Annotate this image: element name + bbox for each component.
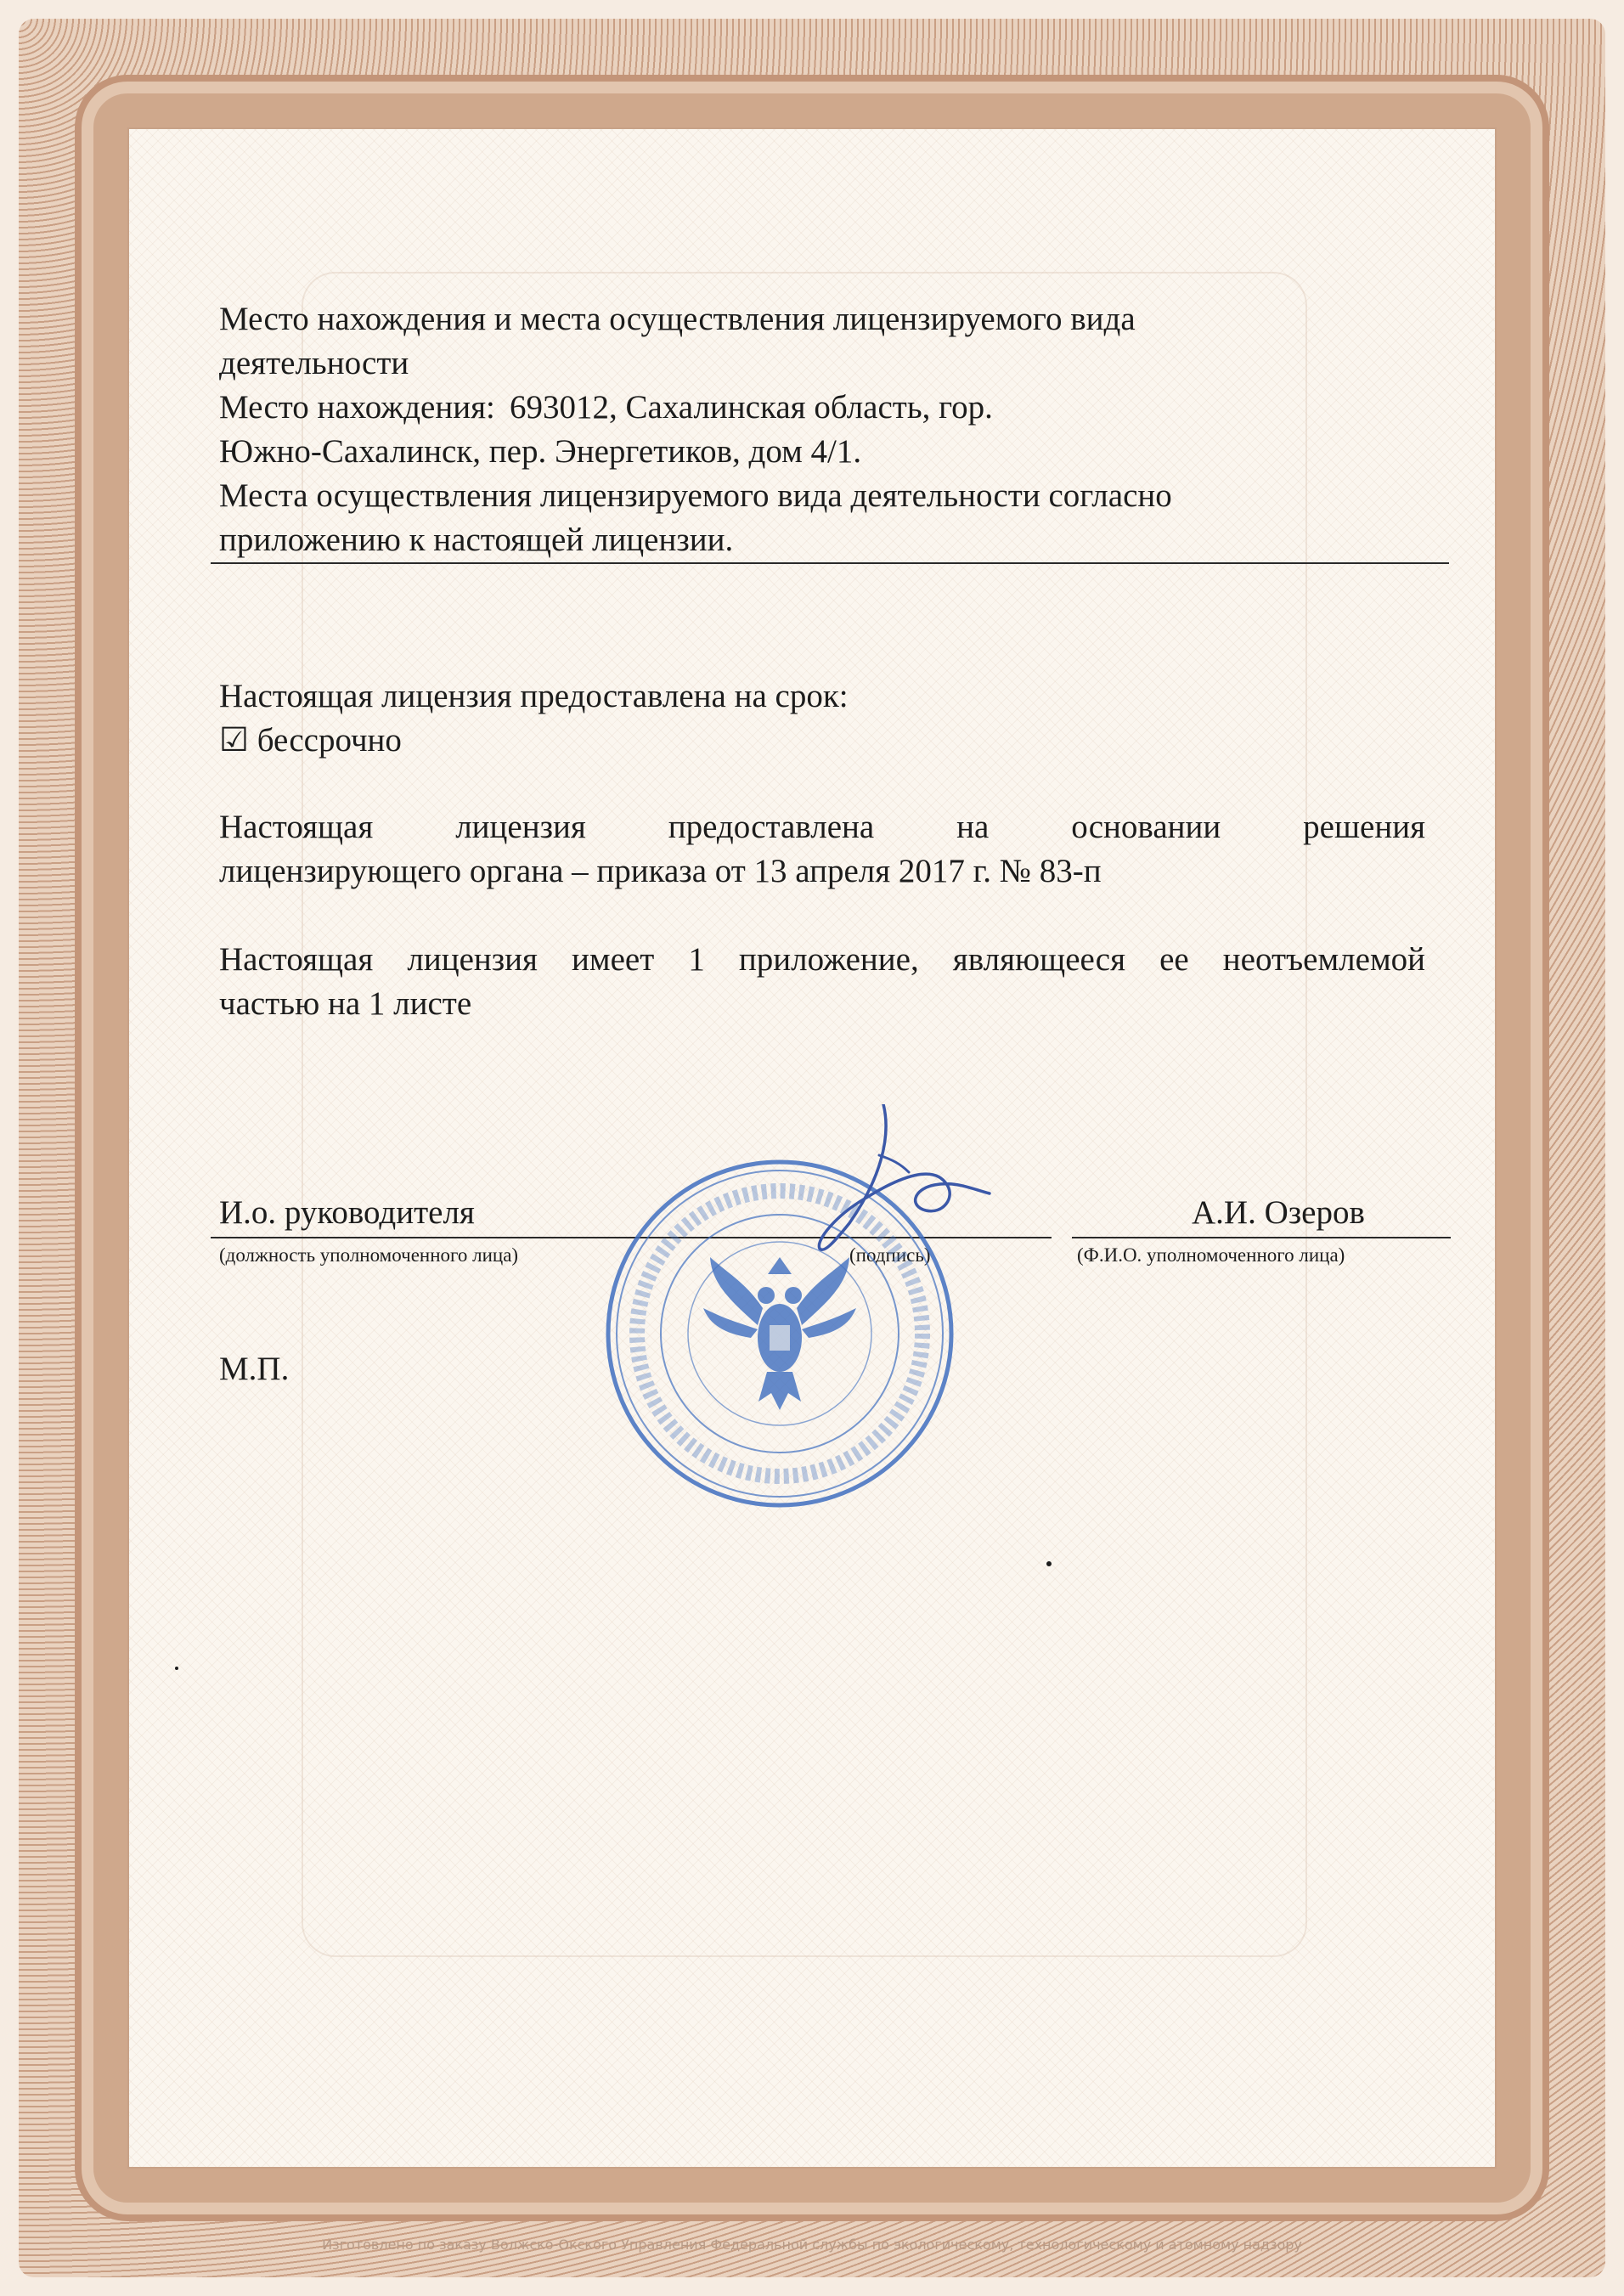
basis-line2: лицензирующего органа – приказа от 13 апреля 2017 г. № 83-п: [219, 853, 1102, 889]
position-title: И.о. руководителя: [219, 1194, 475, 1231]
basis-line1: [219, 805, 1425, 849]
ink-speck: [175, 1667, 178, 1670]
footer-imprint: Изготовлено по заказу Волжско-Окского Управления Федеральной службы по экологическому, технологическому и атомному надзору: [322, 2237, 1302, 2253]
term-value: бессрочно: [257, 722, 402, 759]
term-row: [219, 719, 402, 763]
handwritten-signature: [798, 1104, 994, 1274]
name-rule: [1072, 1237, 1451, 1238]
basis-word: Настоящая: [219, 809, 374, 845]
appendix-line1: Настоящая лицензия имеет 1 приложение, являющееся ее неотъемлемой: [219, 941, 1425, 978]
term-text: Настоящая лицензия предоставлена на срок:: [219, 678, 849, 714]
caption-name: (Ф.И.О. уполномоченного лица): [1077, 1244, 1345, 1266]
basis-word: решения: [1303, 809, 1426, 845]
address-line2: Южно-Сахалинск, пер. Энергетиков, дом 4/1.: [219, 433, 862, 470]
caption-signature: (подпись): [849, 1244, 931, 1266]
places-line1: Места осуществления лицензируемого вида деятельности согласно: [219, 477, 1172, 514]
appendix-line2: частью на 1 листе: [219, 985, 472, 1022]
official-name: А.И. Озеров: [1192, 1194, 1365, 1231]
basis-word: на: [956, 809, 990, 845]
checkbox-checked-icon: ☑: [219, 722, 249, 759]
location-heading-line1: Место нахождения и места осуществления лицензируемого вида: [219, 301, 1136, 337]
basis-word: лицензия: [455, 809, 586, 845]
section-rule: [211, 562, 1449, 564]
places-line2: приложению к настоящей лицензии.: [219, 522, 734, 558]
seal-place: М.П.: [219, 1351, 290, 1387]
location-heading-line2: деятельности: [219, 345, 409, 381]
basis-word: основании: [1071, 809, 1221, 845]
ink-speck: [1046, 1561, 1052, 1566]
caption-position: (должность уполномоченного лица): [219, 1244, 519, 1266]
address-line1: 693012, Сахалинская область, гор.: [510, 389, 993, 426]
address-label: Место нахождения:: [219, 389, 495, 426]
basis-word: предоставлена: [668, 809, 875, 845]
